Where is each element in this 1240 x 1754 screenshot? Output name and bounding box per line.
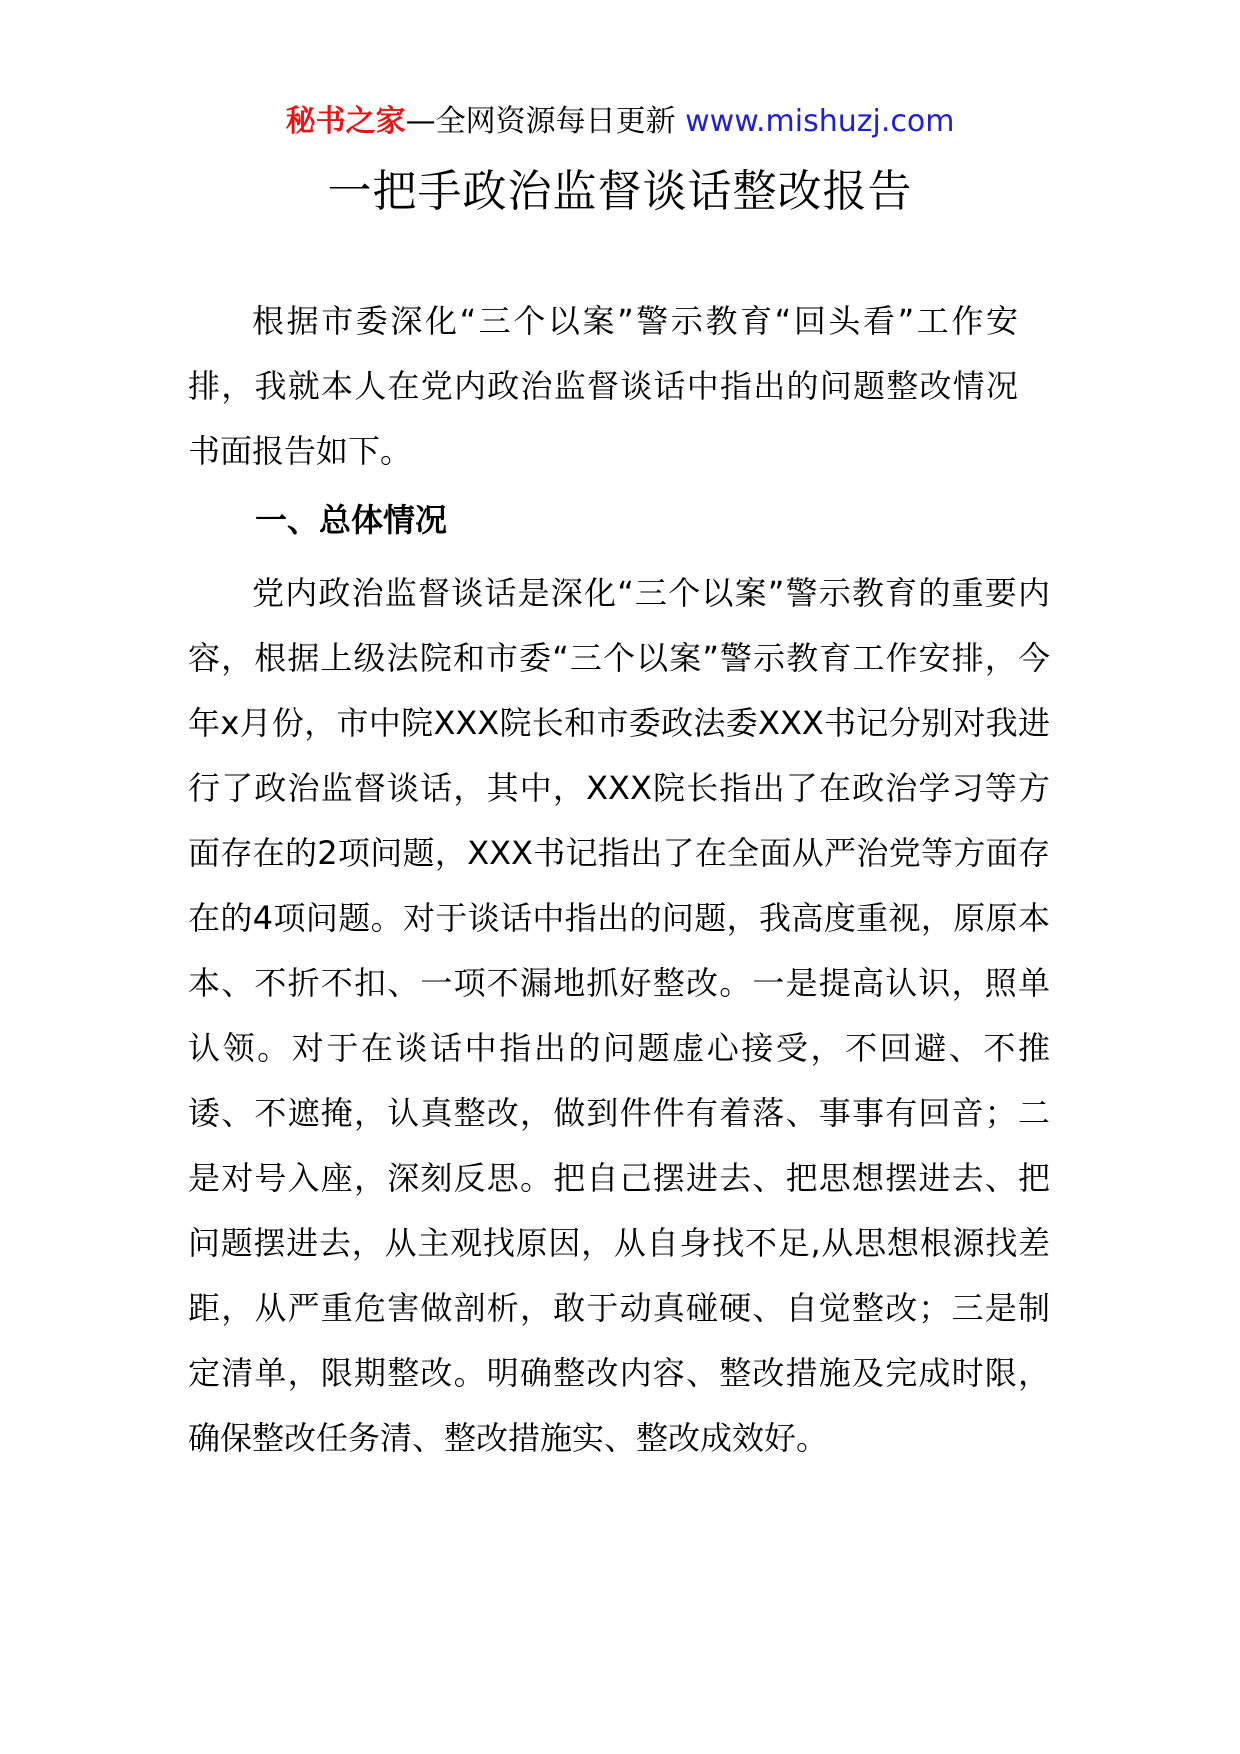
intro-paragraph: 根据市委深化“三个以案”警示教育“回头看”工作安排，我就本人在党内政治监督谈话中指出的问题整改情况书面报告如下。 bbox=[188, 302, 1018, 470]
document-title: 一把手政治监督谈话整改报告 bbox=[327, 166, 913, 217]
site-header bbox=[0, 100, 1240, 144]
overview-paragraph: 党内政治监督谈话是深化“三个以案”警示教育的重要内容，根据上级法院和市委“三个以案”警示教育工作安排，今年x月份，市中院XXX院长和市委政法委XXX书记分别对我进行了政治监督谈话，其中，XXX院长指出了在政治学习等方面存在的2项问题，XXX书记指出了在全面从严治党等方面存在的4项问题。对于谈话中指出的问题，我高度重视，原原本本、不折不扣、一项不漏地抓好整改。一是提高认识，照单认领。对于在谈话中指出的问题虚心接受，不回避、不推诿、不遮掩，认真整改，做到件件有着落、事事有回音；二是对号入座，深刻反思。把自己摆进去、把思想摆进去、把问题摆进去，从主观找原因，从自身找不足,从思想根源找差距，从严重危害做剖析，敢于动真碰硬、自觉整改；三是制定清单，限期整改。明确整改内容、整改措施及完成时限，确保整改任务清、整改措施实、整改成效好。 bbox=[188, 574, 1050, 1457]
section-heading-overview: 一、总体情况 bbox=[255, 501, 448, 539]
site-slogan: —全网资源每日更新 bbox=[405, 104, 686, 139]
site-name: 秘书之家 bbox=[285, 104, 406, 139]
site-url-link[interactable]: www.mishuzj.com bbox=[685, 104, 955, 139]
